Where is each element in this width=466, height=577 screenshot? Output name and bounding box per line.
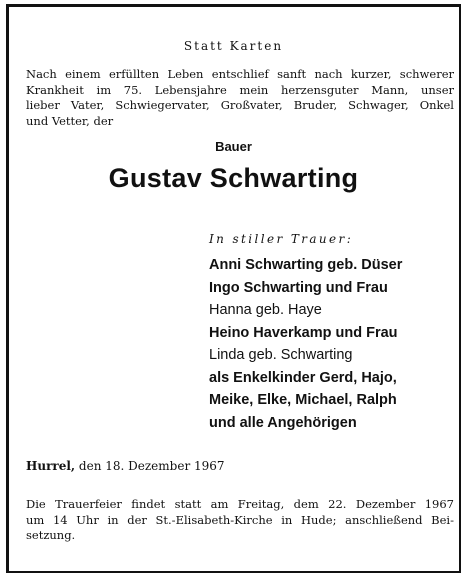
- date: den 18. Dezember 1967: [78, 459, 225, 473]
- place: Hurrel,: [26, 459, 76, 473]
- mourner-line: Meike, Elke, Michael, Ralph: [209, 392, 397, 408]
- deceased-name: Gustav Schwarting: [108, 163, 359, 193]
- intro-line: und Vetter, der: [26, 113, 114, 128]
- funeral-line: setzung.: [26, 528, 76, 542]
- mourner-line: Anni Schwarting geb. Düser: [209, 257, 403, 273]
- mourner-line: Heino Haverkamp und Frau: [209, 324, 398, 341]
- intro-line: Krankheit im 75. Lebensjahre mein herzensguter Mann, unser: [26, 82, 454, 97]
- obituary-notice: [6, 4, 461, 573]
- mourner-line: Ingo Schwarting und Frau: [209, 279, 388, 296]
- funeral-line: um 14 Uhr in der St.-Elisabeth-Kirche in Hude; anschließend Bei-: [26, 512, 454, 527]
- mourner-line: als Enkelkinder Gerd, Hajo,: [209, 369, 397, 386]
- intro-line: Nach einem erfüllten Leben entschlief sanft nach kurzer, schwerer: [26, 67, 454, 81]
- intro-paragraph: [26, 67, 454, 129]
- intro-line: lieber Vater, Schwiegervater, Großvater, Bruder, Schwager, Onkel: [26, 98, 454, 112]
- mourning-label: In stiller Trauer:: [209, 232, 354, 246]
- mourner-line: Hanna geb. Haye: [209, 302, 322, 318]
- funeral-paragraph: [26, 497, 454, 544]
- place-date-line: [26, 459, 225, 473]
- deceased-occupation: Bauer: [215, 139, 252, 154]
- mourner-line: und alle Angehörigen: [209, 414, 357, 431]
- mourner-line: Linda geb. Schwarting: [209, 347, 353, 363]
- funeral-line: Die Trauerfeier findet statt am Freitag, dem 22. Dezember 1967: [26, 497, 454, 511]
- notice-heading: Statt Karten: [183, 39, 284, 53]
